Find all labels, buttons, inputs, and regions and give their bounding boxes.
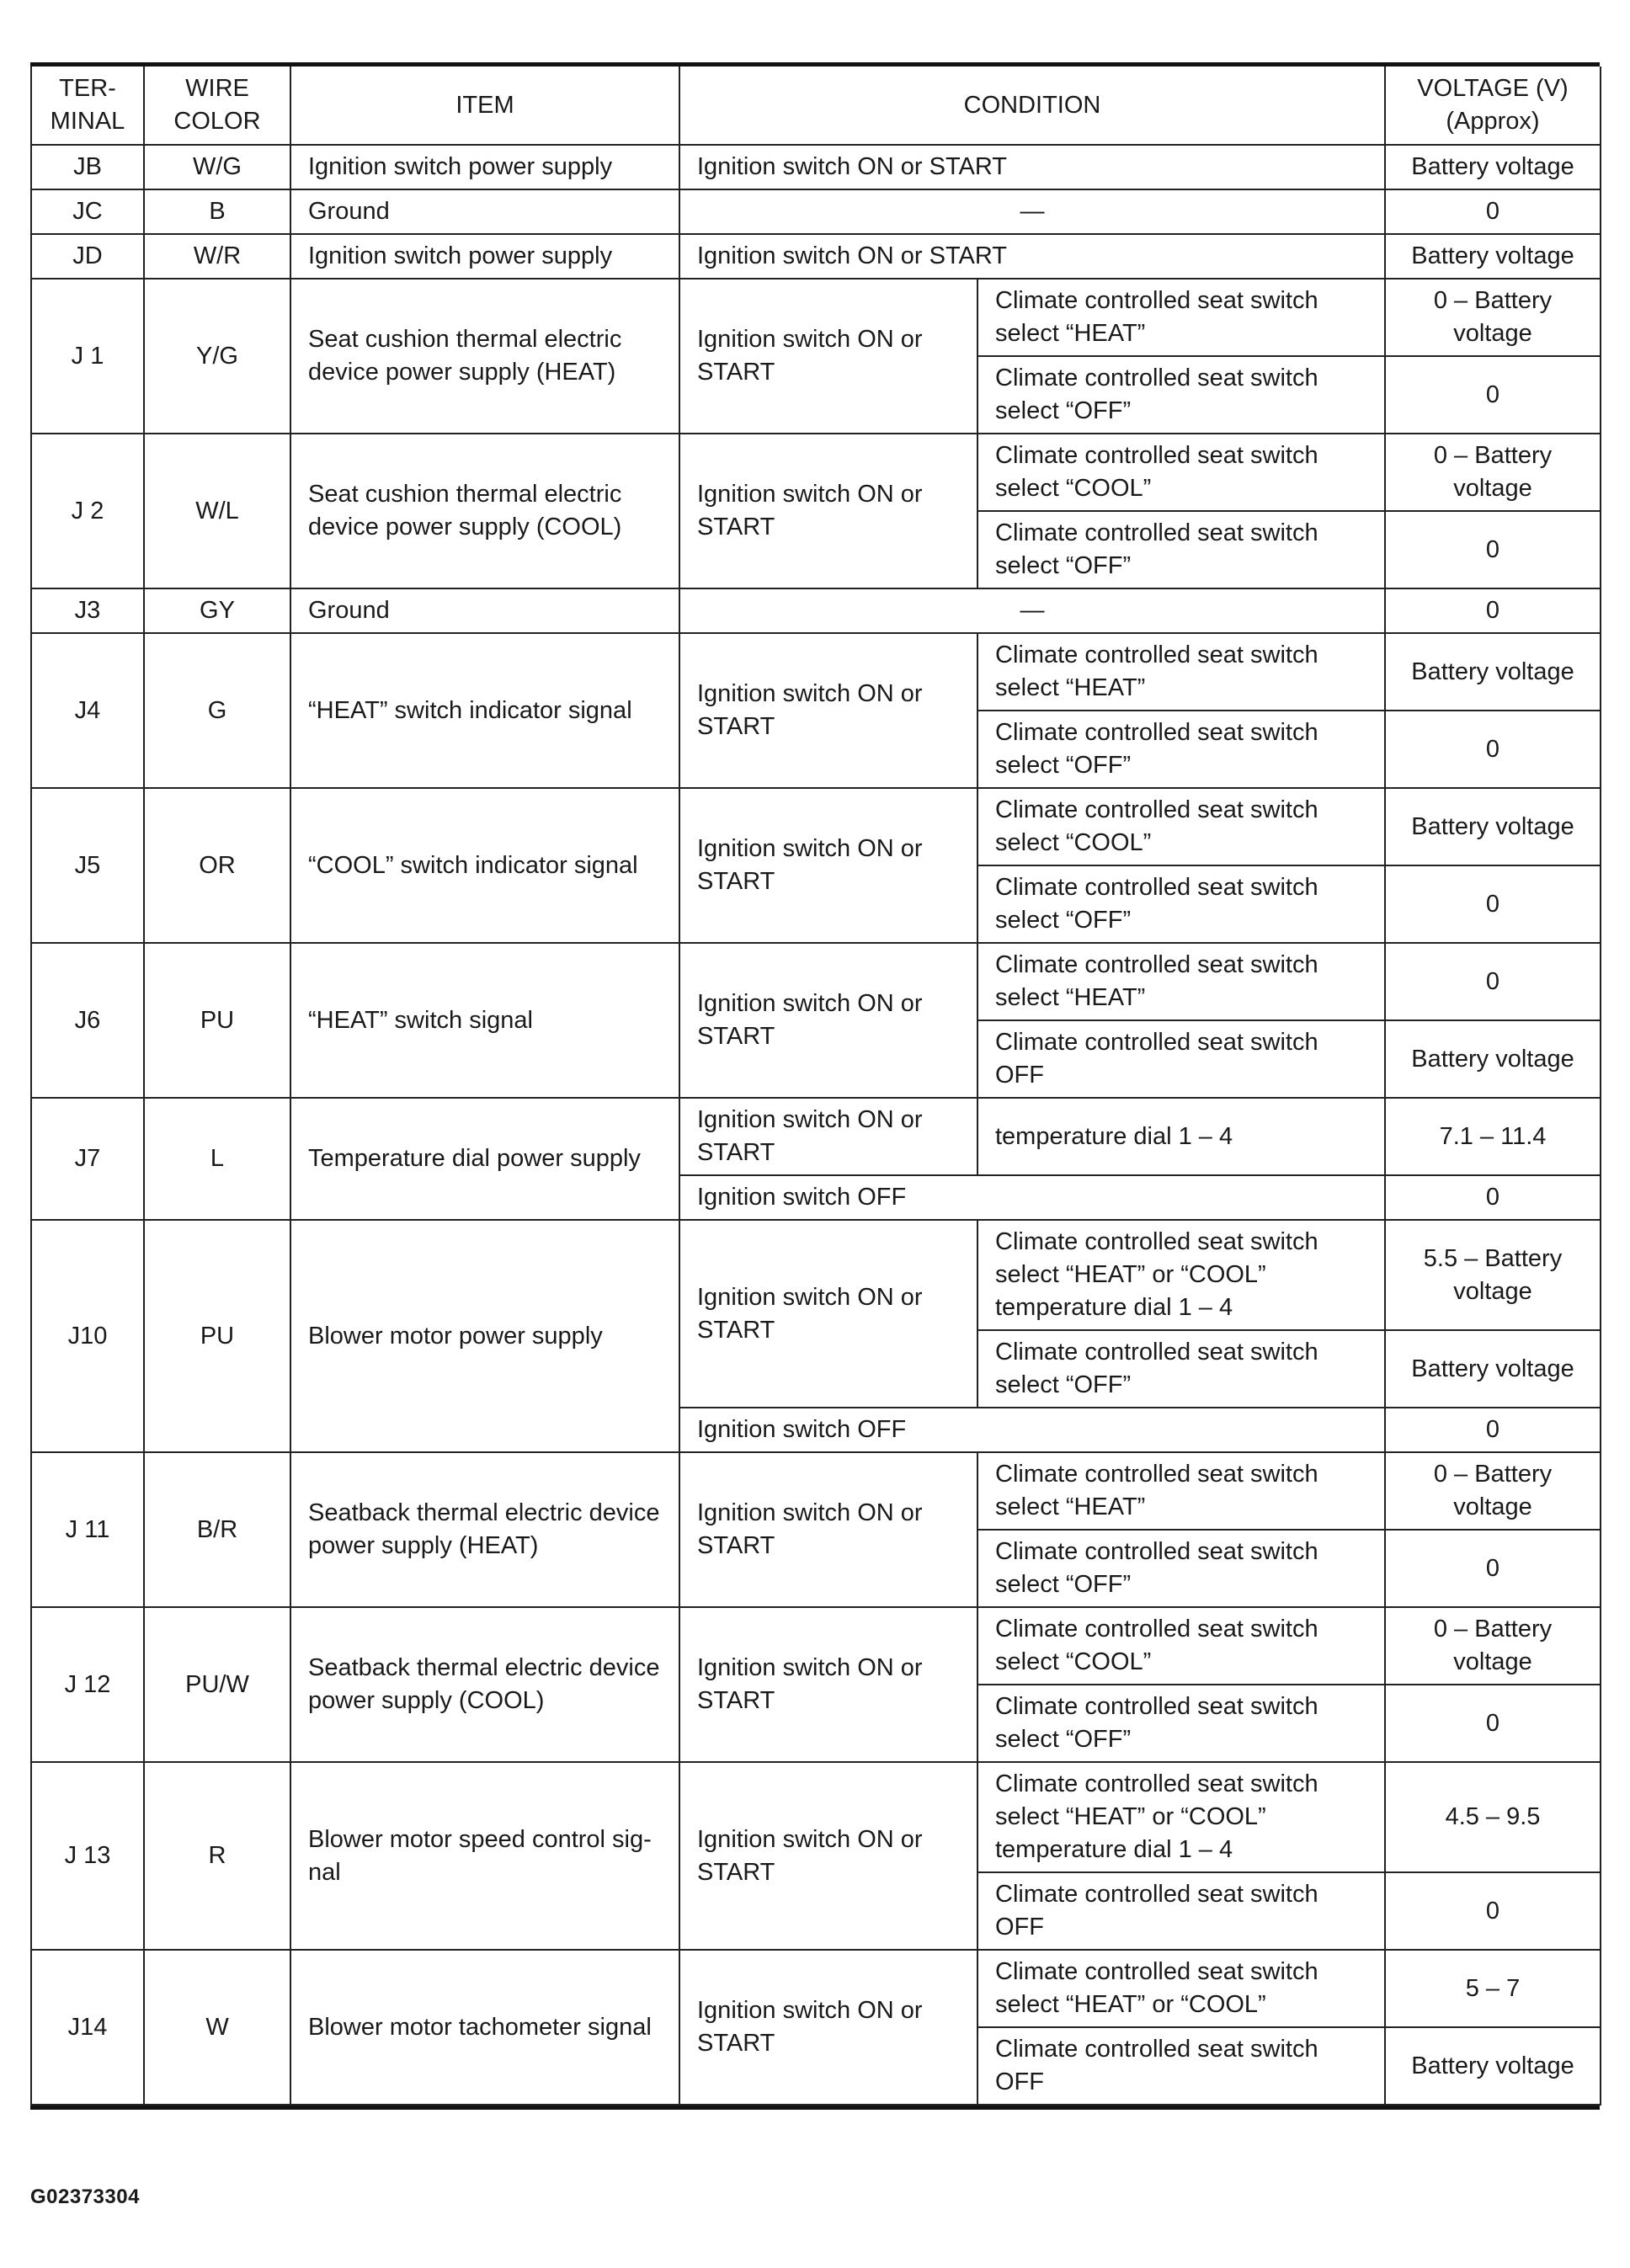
item-cell: Ignition switch power supply (290, 234, 679, 279)
voltage-cell: Battery voltage (1385, 1330, 1601, 1408)
sub-condition-cell: Climate controlled seat switch select “OFF” (977, 711, 1385, 788)
wire-color-cell: PU (144, 943, 290, 1098)
table-row (31, 1950, 1601, 2027)
sub-condition-cell: Climate controlled seat switch select “OFF” (977, 1685, 1385, 1762)
table-row (31, 1452, 1601, 1530)
voltage-cell: Battery voltage (1385, 633, 1601, 711)
condition-cell: — (679, 588, 1385, 633)
voltage-cell: 0 – Battery voltage (1385, 1607, 1601, 1685)
table-row (31, 434, 1601, 511)
condition-cell: Ignition switch ON or START (679, 633, 977, 788)
table-row (31, 1098, 1601, 1175)
voltage-cell: 4.5 – 9.5 (1385, 1762, 1601, 1872)
voltage-cell: 0 (1385, 1872, 1601, 1950)
table-row (31, 1762, 1601, 1872)
header-terminal: TER- MINAL (31, 67, 144, 145)
terminal-cell: J7 (31, 1098, 144, 1220)
item-cell: Temperature dial power supply (290, 1098, 679, 1220)
header-item: ITEM (290, 67, 679, 145)
sub-condition-cell: Climate controlled seat switch select “OFF” (977, 511, 1385, 588)
terminal-cell: J 12 (31, 1607, 144, 1762)
wire-color-cell: GY (144, 588, 290, 633)
sub-condition-cell: Climate controlled seat switch select “HEAT” or “COOL” temperature dial 1 – 4 (977, 1220, 1385, 1330)
voltage-cell: Battery voltage (1385, 234, 1601, 279)
table-row (31, 145, 1601, 189)
wire-color-cell: B (144, 189, 290, 234)
condition-cell: Ignition switch OFF (679, 1175, 1385, 1220)
voltage-cell: 0 (1385, 711, 1601, 788)
wire-color-cell: PU/W (144, 1607, 290, 1762)
header-wire-color: WIRE COLOR (144, 67, 290, 145)
terminal-cell: J6 (31, 943, 144, 1098)
terminal-cell: J3 (31, 588, 144, 633)
condition-cell: — (679, 189, 1385, 234)
voltage-cell: 0 – Battery voltage (1385, 434, 1601, 511)
voltage-cell: Battery voltage (1385, 788, 1601, 865)
terminal-cell: JD (31, 234, 144, 279)
bottom-rule (30, 2106, 1600, 2110)
item-cell: Blower motor speed control sig-nal (290, 1762, 679, 1950)
voltage-cell: 0 (1385, 189, 1601, 234)
condition-cell: Ignition switch ON or START (679, 279, 977, 434)
item-cell: Seatback thermal electric device power supply (COOL) (290, 1607, 679, 1762)
voltage-cell: 0 (1385, 356, 1601, 434)
wire-color-cell: W/G (144, 145, 290, 189)
condition-cell: Ignition switch OFF (679, 1408, 1385, 1452)
sub-condition-cell: Climate controlled seat switch select “OFF” (977, 1530, 1385, 1607)
terminal-cell: J 13 (31, 1762, 144, 1950)
voltage-cell: 0 (1385, 588, 1601, 633)
sub-condition-cell: Climate controlled seat switch select “HEAT” (977, 279, 1385, 356)
item-cell: Seatback thermal electric device power supply (HEAT) (290, 1452, 679, 1607)
terminal-cell: J 1 (31, 279, 144, 434)
condition-cell: Ignition switch ON or START (679, 1452, 977, 1607)
condition-cell: Ignition switch ON or START (679, 434, 977, 588)
sub-condition-cell: Climate controlled seat switch select “OFF” (977, 865, 1385, 943)
sub-condition-cell: Climate controlled seat switch select “COOL” (977, 434, 1385, 511)
item-cell: “COOL” switch indicator signal (290, 788, 679, 943)
terminal-cell: J4 (31, 633, 144, 788)
table-row (31, 788, 1601, 865)
item-cell: Blower motor power supply (290, 1220, 679, 1452)
sub-condition-cell: Climate controlled seat switch select “HEAT” or “COOL” (977, 1950, 1385, 2027)
terminal-cell: J5 (31, 788, 144, 943)
voltage-cell: Battery voltage (1385, 145, 1601, 189)
sub-condition-cell: Climate controlled seat switch select “HEAT” (977, 943, 1385, 1020)
voltage-cell: 7.1 – 11.4 (1385, 1098, 1601, 1175)
wire-color-cell: B/R (144, 1452, 290, 1607)
table-row (31, 1220, 1601, 1330)
voltage-cell: 0 – Battery voltage (1385, 279, 1601, 356)
voltage-cell: 0 (1385, 511, 1601, 588)
voltage-cell: 0 (1385, 865, 1601, 943)
table-row (31, 279, 1601, 356)
wire-color-cell: PU (144, 1220, 290, 1452)
condition-cell: Ignition switch ON or START (679, 1950, 977, 2105)
wire-color-cell: Y/G (144, 279, 290, 434)
sub-condition-cell: Climate controlled seat switch select “COOL” (977, 788, 1385, 865)
sub-condition-cell: Climate controlled seat switch select “COOL” (977, 1607, 1385, 1685)
wire-color-cell: W (144, 1950, 290, 2105)
item-cell: Seat cushion thermal electric device power supply (COOL) (290, 434, 679, 588)
condition-cell: Ignition switch ON or START (679, 1098, 977, 1175)
table-row (31, 633, 1601, 711)
table-row (31, 943, 1601, 1020)
voltage-cell: 0 – Battery voltage (1385, 1452, 1601, 1530)
table-row (31, 189, 1601, 234)
condition-cell: Ignition switch ON or START (679, 145, 1385, 189)
voltage-cell: 0 (1385, 1175, 1601, 1220)
item-cell: Ground (290, 588, 679, 633)
figure-id: G02373304 (30, 2185, 140, 2208)
condition-cell: Ignition switch ON or START (679, 234, 1385, 279)
condition-cell: Ignition switch ON or START (679, 1762, 977, 1950)
terminal-voltage-table (30, 67, 1601, 2106)
sub-condition-cell: Climate controlled seat switch OFF (977, 1020, 1385, 1098)
terminal-cell: JB (31, 145, 144, 189)
condition-cell: Ignition switch ON or START (679, 943, 977, 1098)
sub-condition-cell: Climate controlled seat switch select “HEAT” (977, 633, 1385, 711)
sub-condition-cell: Climate controlled seat switch OFF (977, 1872, 1385, 1950)
terminal-cell: J 2 (31, 434, 144, 588)
sub-condition-cell: Climate controlled seat switch select “OFF” (977, 1330, 1385, 1408)
condition-cell: Ignition switch ON or START (679, 1607, 977, 1762)
voltage-cell: 5 – 7 (1385, 1950, 1601, 2027)
wire-color-cell: G (144, 633, 290, 788)
voltage-cell: 0 (1385, 1530, 1601, 1607)
wire-color-cell: W/R (144, 234, 290, 279)
table-header-row (31, 67, 1601, 145)
item-cell: Ground (290, 189, 679, 234)
header-voltage: VOLTAGE (V) (Approx) (1385, 67, 1601, 145)
spec-sheet (30, 62, 1600, 2110)
terminal-cell: JC (31, 189, 144, 234)
sub-condition-cell: Climate controlled seat switch select “HEAT” or “COOL” temperature dial 1 – 4 (977, 1762, 1385, 1872)
wire-color-cell: R (144, 1762, 290, 1950)
item-cell: “HEAT” switch indicator signal (290, 633, 679, 788)
table-row (31, 1607, 1601, 1685)
voltage-cell: 0 (1385, 1408, 1601, 1452)
sub-condition-cell: Climate controlled seat switch select “HEAT” (977, 1452, 1385, 1530)
table-row (31, 588, 1601, 633)
wire-color-cell: L (144, 1098, 290, 1220)
wire-color-cell: W/L (144, 434, 290, 588)
item-cell: Ignition switch power supply (290, 145, 679, 189)
voltage-cell: Battery voltage (1385, 2027, 1601, 2105)
voltage-cell: 5.5 – Battery voltage (1385, 1220, 1601, 1330)
terminal-cell: J10 (31, 1220, 144, 1452)
sub-condition-cell: Climate controlled seat switch select “OFF” (977, 356, 1385, 434)
condition-cell: Ignition switch ON or START (679, 1220, 977, 1408)
condition-cell: Ignition switch ON or START (679, 788, 977, 943)
item-cell: Blower motor tachometer signal (290, 1950, 679, 2105)
terminal-cell: J14 (31, 1950, 144, 2105)
sub-condition-cell: Climate controlled seat switch OFF (977, 2027, 1385, 2105)
wire-color-cell: OR (144, 788, 290, 943)
header-condition: CONDITION (679, 67, 1385, 145)
voltage-cell: Battery voltage (1385, 1020, 1601, 1098)
voltage-cell: 0 (1385, 1685, 1601, 1762)
voltage-cell: 0 (1385, 943, 1601, 1020)
terminal-cell: J 11 (31, 1452, 144, 1607)
table-row (31, 234, 1601, 279)
sub-condition-cell: temperature dial 1 – 4 (977, 1098, 1385, 1175)
item-cell: Seat cushion thermal electric device power supply (HEAT) (290, 279, 679, 434)
item-cell: “HEAT” switch signal (290, 943, 679, 1098)
